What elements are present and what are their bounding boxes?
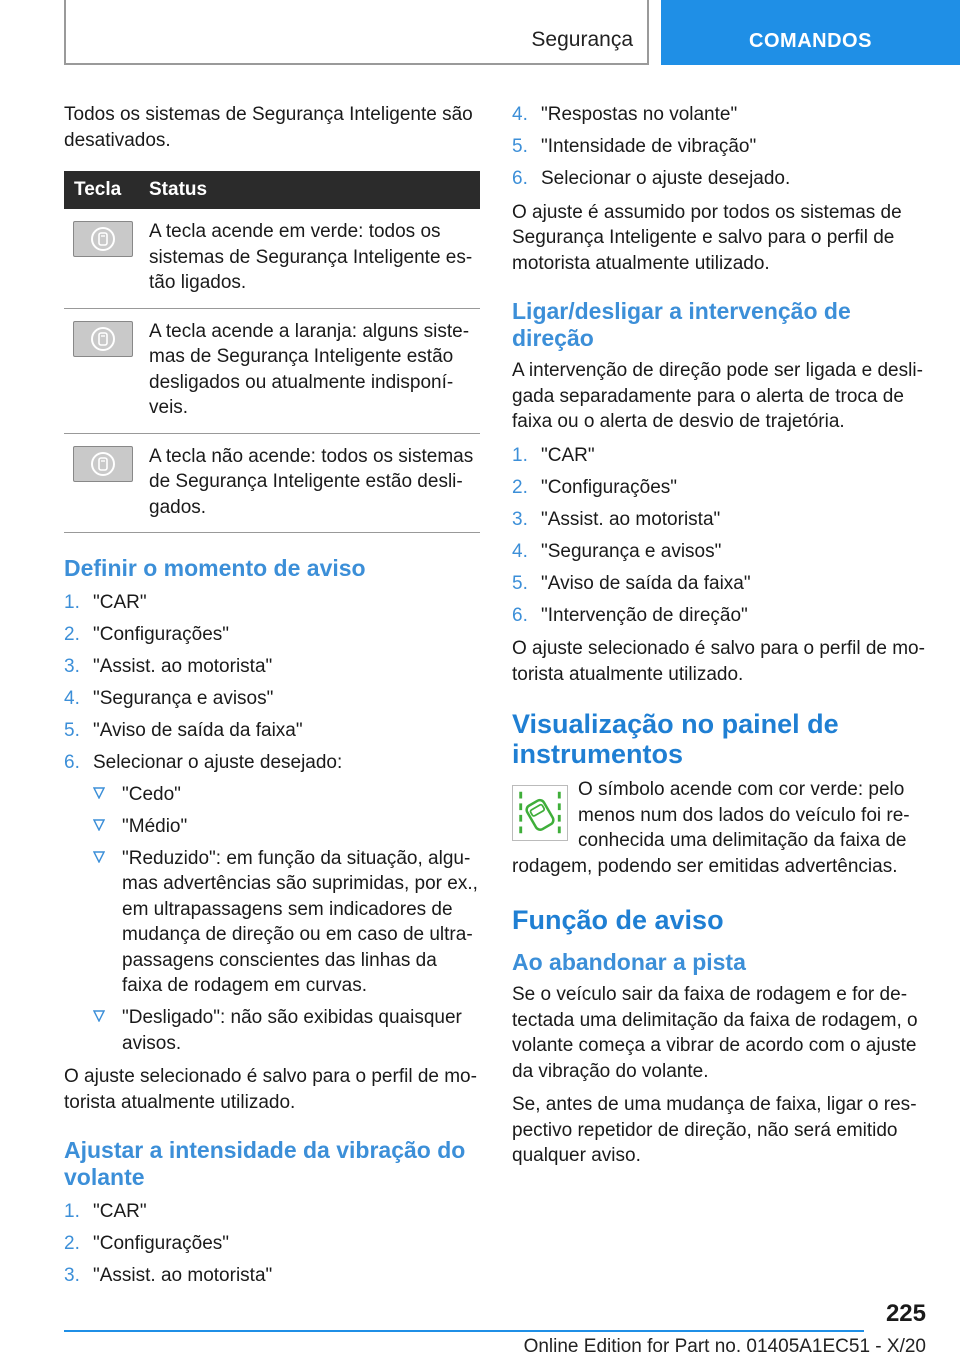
footer-divider	[64, 1330, 864, 1332]
steps-vibration	[64, 1199, 480, 1289]
list-item: 4. "Respostas no volante"	[512, 104, 738, 125]
list-item: 1. "CAR"	[512, 444, 595, 466]
footer-edition: Online Edition for Part no. 01405A1EC51 - X/20	[523, 1336, 926, 1357]
list-item: 4. "Segurança e avisos"	[512, 540, 722, 562]
table-status-cell: A tecla acende em verde: todos os sistemas de Segurança Inteligente estão ligados.	[139, 209, 480, 308]
vibration-note: O ajuste é assumido por todos os sistemas de Segurança Inteligente e salvo para o perfil de motorista atualmente utilizado.	[512, 201, 902, 274]
header-chapter-title: COMANDOS	[749, 30, 872, 52]
list-item: 3. "Assist. ao motorista"	[512, 508, 721, 530]
list-item: 1. "CAR"	[64, 592, 147, 613]
heading-instrument-display: Visualização no painel de instrumentos	[512, 709, 839, 769]
list-item: 5. "Aviso de saída da faixa"	[64, 720, 303, 741]
table-header-key: Tecla	[64, 171, 139, 209]
header-section-box	[64, 0, 649, 65]
option-item: "Médio"	[93, 814, 480, 840]
leaving-text-1: Se o veículo sair da faixa de rodagem e for detectada uma delimitação da faixa de rodagem, o volante começa a vibrar de acordo com o ajuste da vibração do volante.	[512, 984, 918, 1082]
bullet-triangle-icon	[93, 851, 105, 863]
intro-paragraph: Todos os sistemas de Segurança Inteligente são desativados.	[64, 104, 473, 151]
steering-intro: A intervenção de direção pode ser ligada e desligada separadamente para o alerta de troca de faixa ou o alerta de desvio de trajetória.	[512, 360, 923, 432]
list-item: 1. "CAR"	[64, 1201, 147, 1222]
assist-key-icon	[73, 446, 133, 482]
heading-leaving-lane: Ao abandonar a pista	[512, 949, 746, 975]
heading-warning-time: Definir o momento de aviso	[64, 555, 366, 581]
heading-vibration: Ajustar a intensidade da vibração do volante	[64, 1137, 466, 1190]
list-item: 5. "Aviso de saída da faixa"	[512, 572, 751, 594]
bullet-triangle-icon	[93, 1010, 105, 1022]
list-item: 3. "Assist. ao motorista"	[64, 1265, 273, 1286]
list-item: 4. "Segurança e avisos"	[64, 688, 274, 709]
lane-departure-icon	[512, 785, 568, 841]
list-item: 6. Selecionar o ajuste desejado.	[512, 168, 791, 189]
page-number: 225	[885, 1300, 926, 1327]
leaving-text-2: Se, antes de uma mudança de faixa, ligar o respectivo repetidor de direção, não será emitido qualquer aviso.	[512, 1094, 917, 1166]
list-item: 6. "Intervenção de direção"	[512, 604, 748, 626]
steps-warning-time	[64, 590, 480, 1056]
assist-key-icon	[73, 221, 133, 257]
right-column	[512, 102, 928, 1177]
list-item: 5. "Intensidade de vibração"	[512, 136, 757, 157]
list-item: 2. "Configurações"	[64, 624, 230, 645]
table-row	[64, 209, 480, 308]
display-text: O símbolo acende com cor verde: pelo menos num dos lados do veículo foi reconhecida uma delimitação da faixa de rodagem, podendo ser emitidas advertências.	[512, 779, 910, 877]
option-list	[93, 782, 480, 1057]
key-status-table	[64, 171, 480, 533]
list-item: 6. Selecionar o ajuste desejado: "Cedo" "Médio" "Reduzido": em função da situação, algumas advertências são suprimidas, por ex., em ultrapassagens sem indicadores de mudança de direção ou em caso de ultrapassagens conscientes das linhas da faixa de rodagem em curvas. "Desligado": não são exibidas quaisquer avisos.	[64, 750, 480, 1056]
heading-steering-intervention: Ligar/desligar a intervenção de direção	[512, 298, 851, 351]
table-status-cell: A tecla acende a laranja: alguns sistemas de Segurança Inteligente estão desligados ou atualmente indisponíveis.	[139, 308, 480, 433]
bullet-triangle-icon	[93, 819, 105, 831]
table-header-status: Status	[139, 171, 480, 209]
option-item: "Reduzido": em função da situação, algumas advertências são suprimidas, por ex., em ultrapassagens sem indicadores de mudança de direção ou em caso de ultrapassagens conscientes das linhas da faixa de rodagem em curvas.	[93, 846, 480, 999]
header-chapter-tab[interactable]	[661, 0, 960, 65]
table-row	[64, 433, 480, 533]
heading-warning-function: Função de aviso	[512, 905, 724, 935]
left-column	[64, 102, 480, 1297]
list-item: 2. "Configurações"	[512, 476, 678, 498]
option-item: "Desligado": não são exibidas quaisquer avisos.	[93, 1005, 480, 1056]
table-row	[64, 308, 480, 433]
steering-note: O ajuste selecionado é salvo para o perfil de motorista atualmente utilizado.	[512, 638, 925, 685]
list-item: 3. "Assist. ao motorista"	[64, 656, 273, 677]
list-item: 2. "Configurações"	[64, 1233, 230, 1254]
bullet-triangle-icon	[93, 787, 105, 799]
table-status-cell: A tecla não acende: todos os sistemas de Segurança Inteligente estão desligados.	[139, 433, 480, 533]
steps-steering	[512, 443, 928, 629]
option-item: "Cedo"	[93, 782, 480, 808]
assist-key-icon	[73, 321, 133, 357]
display-paragraph	[512, 777, 928, 879]
steps-vibration-continued	[512, 102, 928, 192]
saved-note: O ajuste selecionado é salvo para o perfil de motorista atualmente utilizado.	[64, 1066, 477, 1113]
header-section-title: Segurança	[531, 28, 633, 51]
